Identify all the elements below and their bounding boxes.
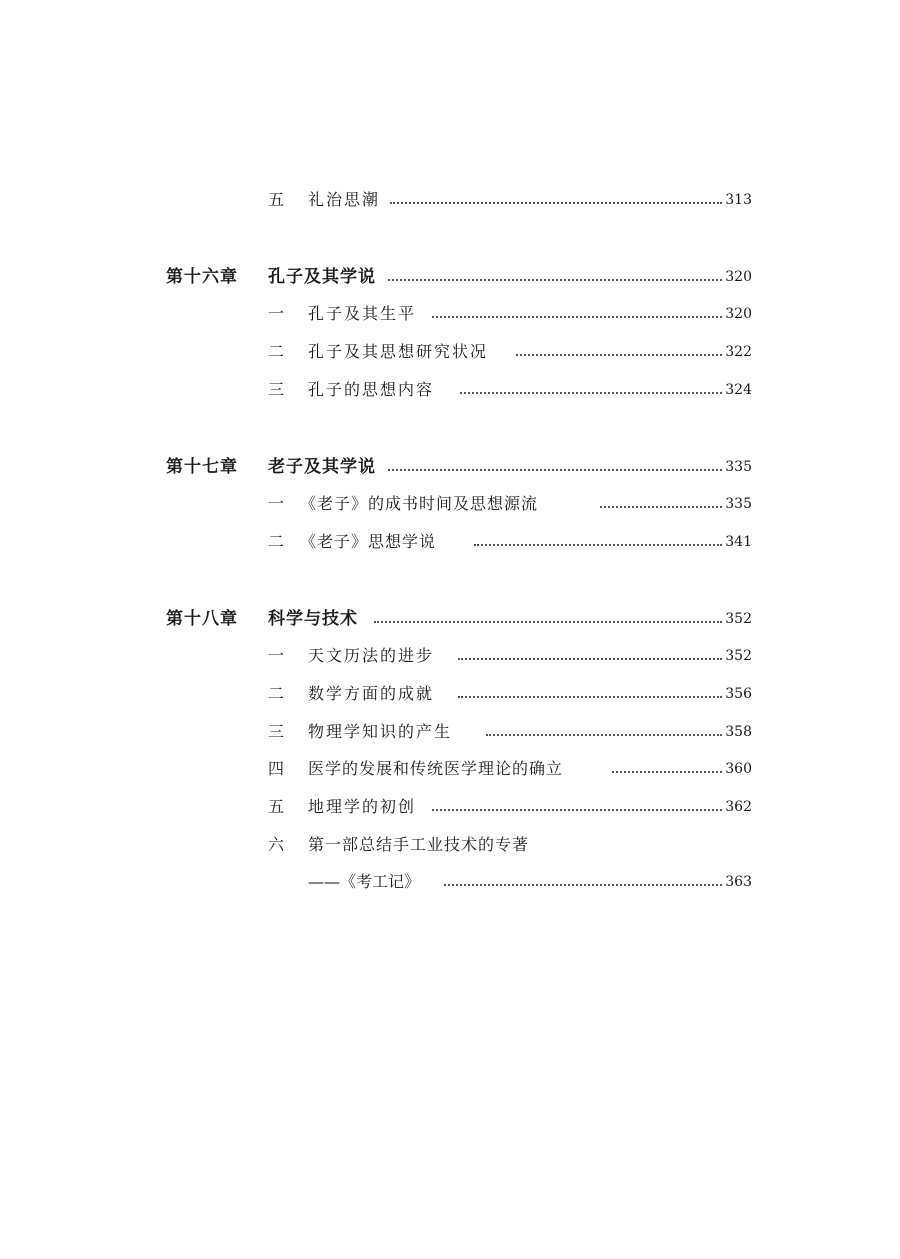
section-number: 一: [268, 646, 285, 665]
section-number: 一: [268, 304, 285, 323]
page-number: 324: [725, 382, 752, 398]
toc-section-row[interactable]: [0, 754, 900, 784]
chapter-label: 第十七章: [166, 457, 238, 477]
dot-leader: [600, 506, 722, 508]
dot-leader: [388, 279, 722, 281]
dot-leader: [458, 696, 722, 698]
dot-leader: [474, 544, 722, 546]
dot-leader: [458, 658, 722, 660]
section-number: 一: [268, 494, 285, 513]
chapter-title: 孔子及其学说: [268, 267, 376, 287]
page-number: 356: [725, 686, 752, 702]
page-number: 335: [725, 496, 752, 512]
section-title: 天文历法的进步: [308, 646, 435, 665]
toc-section-row[interactable]: [0, 185, 900, 215]
toc-chapter-row[interactable]: [0, 262, 900, 292]
section-number: 五: [268, 797, 285, 816]
dot-leader: [432, 809, 722, 811]
section-title: 地理学的初创: [308, 797, 417, 816]
page-number: 313: [725, 192, 752, 208]
section-title: 《老子》的成书时间及思想源流: [300, 494, 539, 513]
dot-leader: [516, 354, 722, 356]
dot-leader: [374, 621, 722, 623]
toc-chapter-row[interactable]: [0, 452, 900, 482]
dot-leader: [460, 392, 722, 394]
toc-section-row[interactable]: [0, 527, 900, 557]
page-number: 341: [725, 534, 752, 550]
chapter-label: 第十八章: [166, 609, 238, 629]
toc-section-row[interactable]: [0, 641, 900, 671]
page-number: 322: [725, 344, 752, 360]
section-number: 六: [268, 835, 285, 854]
section-number: 二: [268, 684, 285, 703]
dot-leader: [432, 316, 722, 318]
page-number: 360: [725, 761, 752, 777]
page-number: 358: [725, 724, 752, 740]
dot-leader: [444, 884, 722, 886]
section-title: 第一部总结手工业技术的专著: [308, 835, 530, 854]
section-title: 物理学知识的产生: [308, 722, 453, 741]
section-number: 四: [268, 759, 285, 778]
toc-section-row[interactable]: [0, 717, 900, 747]
toc-chapter-row[interactable]: [0, 604, 900, 634]
page-number: 363: [725, 874, 752, 890]
page-number: 362: [725, 799, 752, 815]
toc-section-row[interactable]: [0, 299, 900, 329]
toc-section-row[interactable]: [0, 337, 900, 367]
section-title-continuation: ——《考工记》: [308, 872, 421, 891]
page-number: 335: [725, 459, 752, 475]
toc-section-row[interactable]: [0, 375, 900, 405]
toc-section-row[interactable]: [0, 792, 900, 822]
dot-leader: [388, 469, 722, 471]
section-number: 二: [268, 532, 285, 551]
toc-section-row[interactable]: [0, 489, 900, 519]
toc-section-row[interactable]: [0, 830, 900, 860]
page-number: 320: [725, 306, 752, 322]
page-number: 352: [725, 648, 752, 664]
section-title: 《老子》思想学说: [300, 532, 437, 551]
section-number: 二: [268, 342, 285, 361]
chapter-title: 老子及其学说: [268, 457, 376, 477]
section-number: 三: [268, 722, 285, 741]
section-number: 五: [268, 190, 285, 209]
section-title: 孔子及其思想研究状况: [308, 342, 489, 361]
section-title: 医学的发展和传统医学理论的确立: [308, 759, 564, 778]
chapter-title: 科学与技术: [268, 609, 358, 629]
toc-continuation-row[interactable]: [0, 867, 900, 897]
dot-leader: [390, 202, 722, 204]
section-title: 孔子及其生平: [308, 304, 417, 323]
section-title: 数学方面的成就: [308, 684, 435, 703]
dot-leader: [612, 771, 722, 773]
dot-leader: [486, 734, 722, 736]
toc-section-row[interactable]: [0, 679, 900, 709]
section-number: 三: [268, 380, 285, 399]
page-number: 320: [725, 269, 752, 285]
section-title: 孔子的思想内容: [308, 380, 435, 399]
page-number: 352: [725, 611, 752, 627]
section-title: 礼治思潮: [308, 190, 381, 209]
chapter-label: 第十六章: [166, 267, 238, 287]
